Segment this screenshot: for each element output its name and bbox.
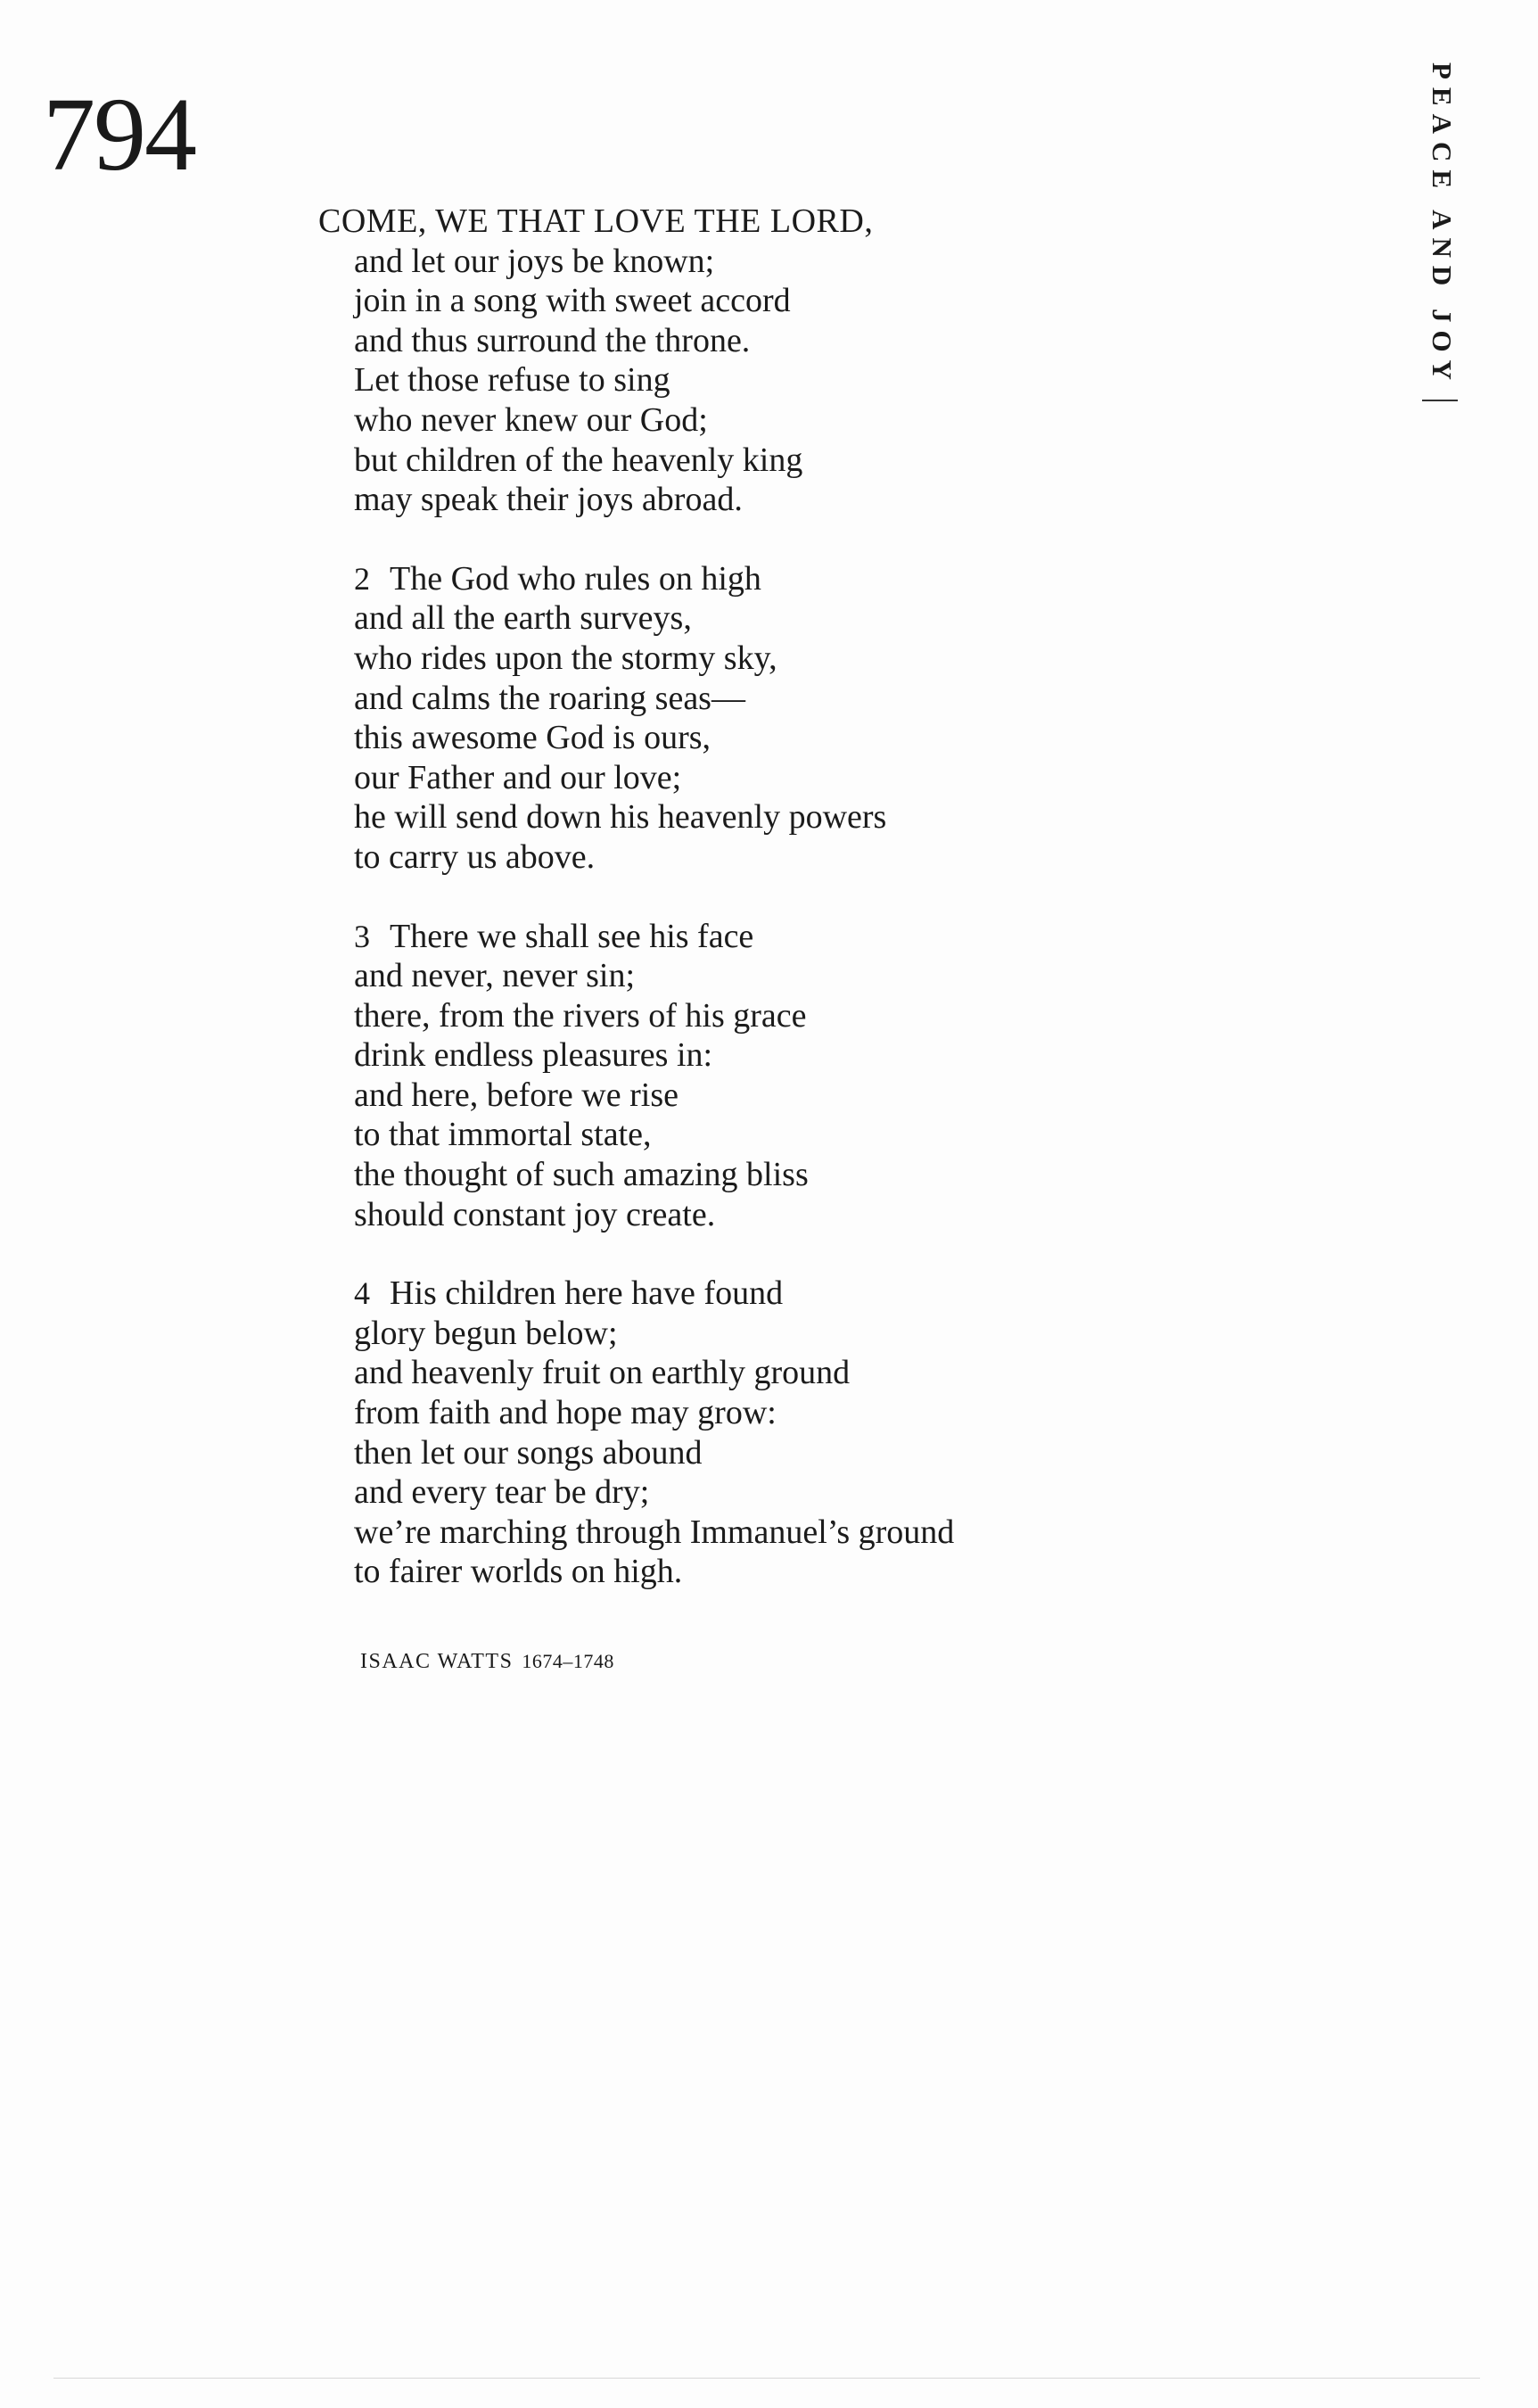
author-name: ISAAC WATTS [360,1650,514,1673]
verse-line: and thus surround the throne. [354,321,751,359]
author-credit [360,1650,614,1674]
hymn-number: 794 [43,76,195,193]
verse-line: he will send down his heavenly powers [354,798,887,837]
verse-line: and here, before we rise [354,1076,679,1114]
verse-number: 2 [354,560,370,597]
verse-line: to carry us above. [354,837,596,876]
verse-line: and let our joys be known; [354,242,715,280]
section-label-text: PEACE AND JOY [1427,62,1458,389]
verse-number: 3 [354,918,370,954]
verse-line: then let our songs abound [354,1433,703,1472]
verse-line: to that immortal state, [354,1116,652,1154]
hymn-text [318,202,1317,1631]
verse-2 [318,559,1317,878]
verse-line: and all the earth surveys, [354,599,692,638]
verse-line: and heavenly fruit on earthly ground [354,1354,851,1392]
verse-line: should constant joy create. [354,1195,716,1233]
verse-4 [318,1274,1317,1592]
verse-line: who never knew our God; [354,400,708,439]
verse-first-line [318,559,1317,599]
verse-1 [318,202,1317,520]
verse-line: but children of the heavenly king [354,441,803,479]
verse-line: drink endless pleasures in: [354,1036,713,1075]
verse-line: Let those refuse to sing [354,361,670,400]
verse-line: the thought of such amazing bliss [354,1156,809,1194]
verse-first-line [318,1274,1317,1314]
verse-line: our Father and our love; [354,758,682,796]
verse-first-line [318,917,1317,957]
verse-line: join in a song with sweet accord [354,282,791,320]
verse-line: and calms the roaring seas— [354,679,745,717]
verse-line: and never, never sin; [354,957,636,995]
verse-line: this awesome God is ours, [354,719,711,757]
page-bottom-edge [53,2378,1480,2379]
section-divider [1422,400,1458,401]
verse-line: from faith and hope may grow: [354,1394,777,1432]
verse-line: to fairer worlds on high. [354,1553,683,1591]
author-dates: 1674–1748 [522,1650,614,1672]
verse-3 [318,917,1317,1235]
verse-line: The God who rules on high [390,559,761,598]
verse-line: There we shall see his face [390,917,754,955]
verse-number: 4 [354,1275,370,1312]
verse-line: glory begun below; [354,1314,618,1352]
verse-line: who rides upon the stormy sky, [354,639,777,677]
verse-line: His children here have found [390,1274,784,1313]
verse-line: COME, WE THAT LOVE THE LORD, [318,202,874,240]
verse-line: there, from the rivers of his grace [354,996,807,1035]
verse-line: we’re marching through Immanuel’s ground [354,1513,955,1551]
section-label [1393,62,1491,401]
verse-line: and every tear be dry; [354,1473,650,1512]
verse-line: may speak their joys abroad. [354,481,743,519]
